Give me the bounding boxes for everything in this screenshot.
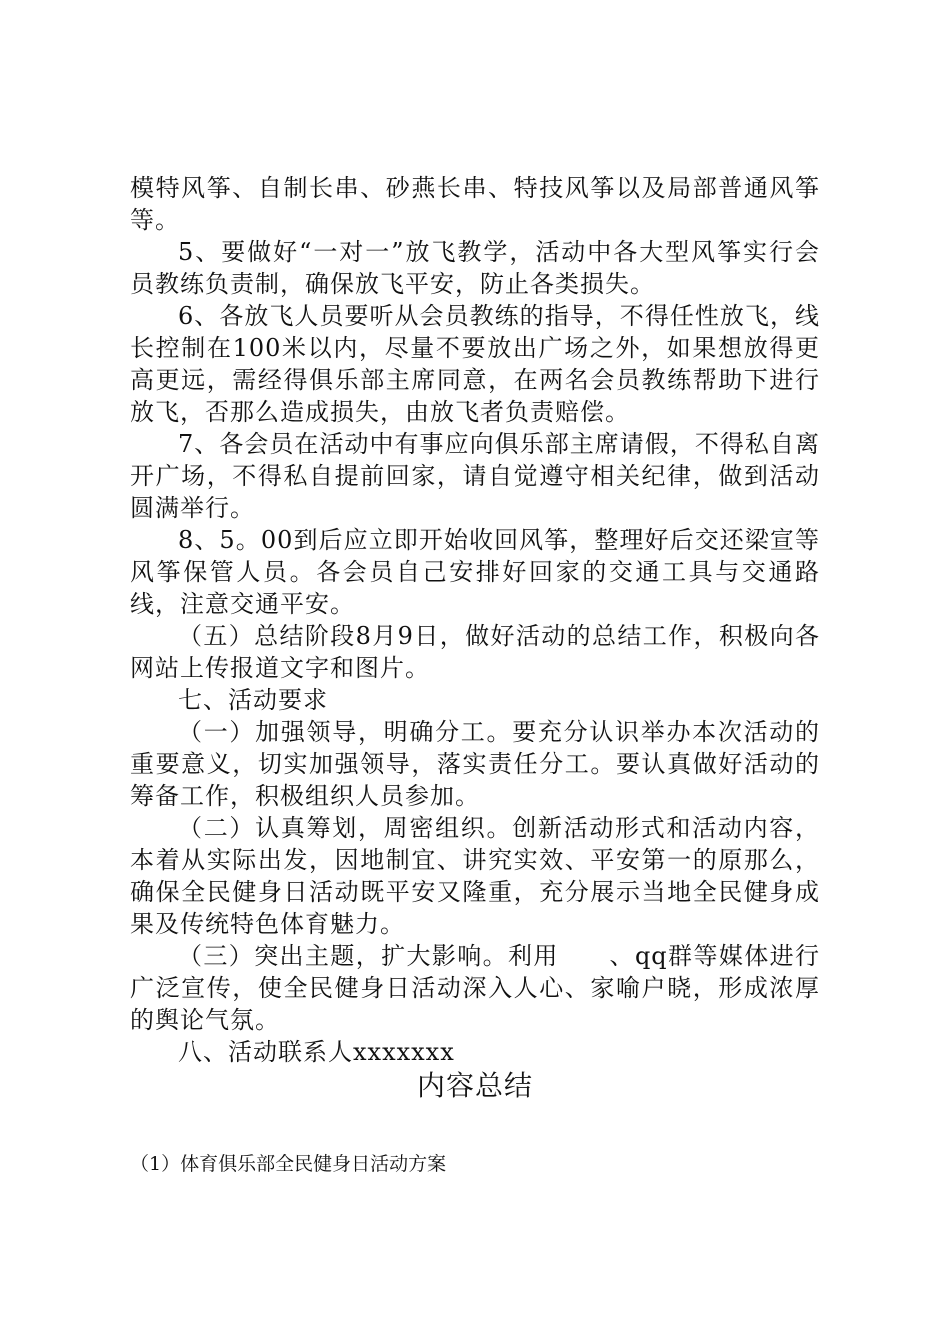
summary-title: 内容总结: [416, 1069, 533, 1102]
section-heading-contact: 八、活动联系人xxxxxxx: [178, 1038, 455, 1066]
paragraph-continuation: 模特风筝、自制长串、砂燕长串、特技风筝以及局部普通风筝等。: [130, 174, 820, 234]
paragraph-item-6: 6、各放飞人员要听从会员教练的指导，不得任性放飞，线长控制在100米以内，尽量不要放出广场之外，如果想放得更高更远，需经得俱乐部主席同意，在两名会员教练帮助下进行放飞，否那么造成损失，由放飞者负责赔偿。: [130, 302, 820, 426]
paragraph-item-8: 8、5。00到后应立即开始收回风筝，整理好后交还梁宣等风筝保管人员。各会员自己安排好回家的交通工具与交通路线，注意交通平安。: [130, 526, 820, 618]
document-body: [130, 172, 820, 1068]
paragraph-requirement-3: （三）突出主题，扩大影响。利用 、qq群等媒体进行广泛宣传，使全民健身日活动深入人心、家喻户晓，形成浓厚的舆论气氛。: [130, 942, 820, 1034]
paragraph-item-7: 7、各会员在活动中有事应向俱乐部主席请假，不得私自离开广场，不得私自提前回家，请自觉遵守相关纪律，做到活动圆满举行。: [130, 430, 820, 522]
paragraph-requirement-2: （二）认真筹划，周密组织。创新活动形式和活动内容，本着从实际出发，因地制宜、讲究实效、平安第一的原那么，确保全民健身日活动既平安又隆重，充分展示当地全民健身成果及传统特色体育魅力。: [130, 814, 820, 938]
summary-item: （1）体育俱乐部全民健身日活动方案: [130, 1153, 447, 1175]
paragraph-requirement-1: （一）加强领导，明确分工。要充分认识举办本次活动的重要意义，切实加强领导，落实责任分工。要认真做好活动的筹备工作，积极组织人员参加。: [130, 718, 820, 810]
section-heading-requirements: 七、活动要求: [178, 686, 328, 714]
paragraph-summary-stage: （五）总结阶段8月9日，做好活动的总结工作，积极向各网站上传报道文字和图片。: [130, 622, 820, 682]
paragraph-item-5: 5、要做好“一对一”放飞教学，活动中各大型风筝实行会员教练负责制，确保放飞平安，防止各类损失。: [130, 238, 820, 298]
